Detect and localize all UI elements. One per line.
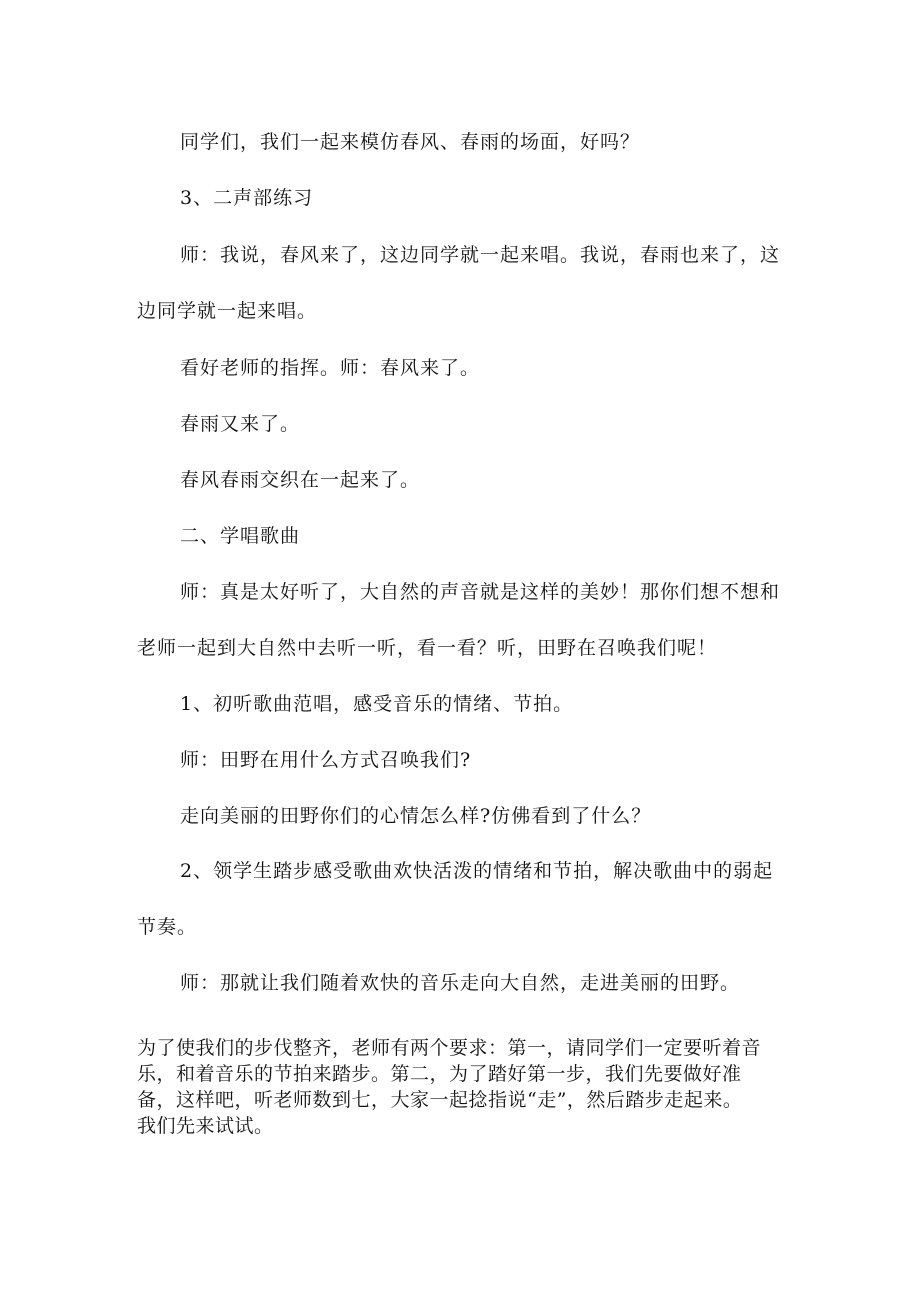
paragraph: 看好老师的指挥。师：春风来了。 (180, 357, 481, 379)
paragraph: 师：我说，春风来了，这边同学就一起来唱。我说，春雨也来了，这 (180, 244, 781, 266)
paragraph-continuation: 边同学就一起来唱。 (137, 300, 318, 322)
paragraph-continuation: 老师一起到大自然中去听一听，看一看？听，田野在召唤我们呢！ (137, 637, 718, 659)
closing-paragraph-line: 为了使我们的步伐整齐，老师有两个要求：第一，请同学们一定要听着音 (137, 1037, 762, 1059)
paragraph: 走向美丽的田野你们的心情怎么样?仿佛看到了什么？ (180, 805, 652, 827)
paragraph: 春雨又来了。 (180, 413, 301, 435)
section-heading: 2、领学生踏步感受歌曲欢快活泼的情绪和节拍，解决歌曲中的弱起 (180, 860, 774, 882)
section-heading: 1、初听歌曲范唱，感受音乐的情绪、节拍。 (180, 693, 574, 715)
paragraph: 师：真是太好听了，大自然的声音就是这样的美妙！那你们想不想和 (180, 581, 781, 603)
paragraph: 春风春雨交织在一起来了。 (180, 469, 421, 491)
closing-paragraph-line: 我们先来试试。 (137, 1115, 274, 1137)
paragraph: 同学们，我们一起来模仿春风、春雨的场面，好吗？ (180, 131, 641, 153)
section-heading: 二、学唱歌曲 (180, 525, 301, 547)
paragraph: 师：那就让我们随着欢快的音乐走向大自然，走进美丽的田野。 (180, 972, 741, 994)
closing-paragraph-line: 乐，和着音乐的节拍来踏步。第二，为了踏好第一步，我们先要做好准 (137, 1063, 742, 1085)
closing-paragraph-line: 备，这样吧，听老师数到七，大家一起捻指说“走”，然后踏步走起来。 (137, 1089, 743, 1111)
paragraph: 师：田野在用什么方式召唤我们? (180, 749, 472, 771)
paragraph-continuation: 节奏。 (137, 916, 198, 938)
section-heading: 3、二声部练习 (180, 187, 314, 209)
